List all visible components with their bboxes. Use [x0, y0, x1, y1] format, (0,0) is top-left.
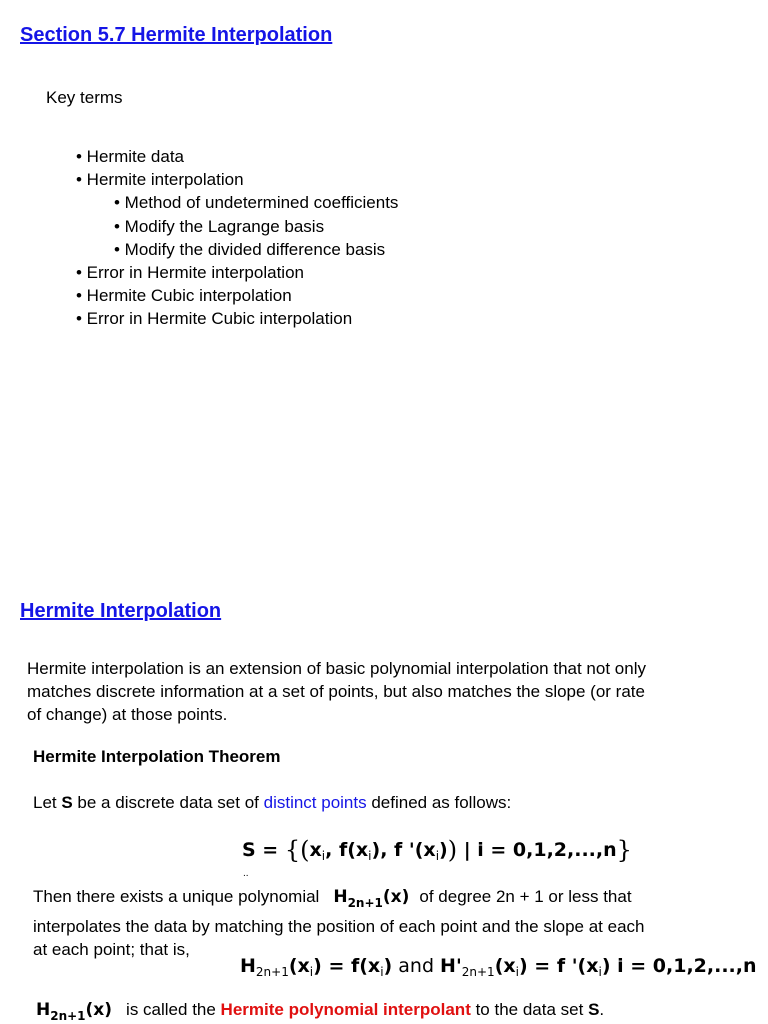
interpolation-conditions: [240, 955, 757, 979]
then-line-1: [33, 885, 753, 915]
called-before: is called the: [126, 1000, 221, 1019]
called-set-symbol: S: [588, 1000, 600, 1019]
let-middle: be a discrete data set of: [72, 793, 264, 812]
key-term-item: • Hermite interpolation: [76, 170, 244, 190]
set-condition: | i = 0,1,2,...,n: [457, 839, 617, 861]
set-comma: ,: [325, 839, 339, 861]
set-fpx: f '(x: [394, 839, 436, 861]
interpolant-definition: [36, 1000, 604, 1023]
eq-arg: (x: [288, 955, 310, 977]
set-x: x: [309, 839, 322, 861]
intro-paragraph: [27, 657, 747, 726]
key-term-subitem: • Modify the Lagrange basis: [114, 216, 325, 236]
eq-H: H: [240, 955, 256, 977]
key-term-item: • Error in Hermite interpolation: [76, 263, 304, 283]
polynomial-symbol: $H_{2n+1}(x)$: [333, 887, 410, 910]
eq-index: i: [598, 965, 602, 979]
eq-and: and: [392, 955, 441, 977]
then-line-2: interpolates the data by matching the position of each point and the slope at each: [33, 917, 645, 936]
close-paren: ): [447, 836, 458, 864]
intro-line: of change) at those points.: [27, 705, 228, 724]
let-after: defined as follows:: [366, 793, 512, 812]
set-index: i: [368, 849, 372, 863]
called-period: .: [599, 1000, 605, 1019]
set-index: i: [321, 849, 326, 863]
then-before: Then there exists a unique polynomial: [33, 887, 320, 906]
eq-close: ): [383, 955, 393, 977]
eq-tail: ) i = 0,1,2,...,n: [601, 955, 757, 977]
set-close-paren: ): [439, 839, 448, 861]
then-after: of degree 2n + 1 or less that: [419, 887, 632, 906]
eq-index: i: [515, 965, 519, 979]
hermite-interpolation-heading[interactable]: Hermite Interpolation: [20, 600, 222, 622]
let-before: Let: [33, 793, 62, 812]
intro-line: matches discrete information at a set of points, but also matches the slope (or rate: [27, 682, 645, 701]
set-index: i: [435, 849, 440, 863]
key-term-item: • Hermite Cubic interpolation: [76, 286, 292, 306]
set-symbol: S: [61, 793, 73, 812]
key-terms-label: Key terms: [46, 88, 123, 107]
key-term-subitem: • Method of undetermined coefficients: [114, 193, 399, 213]
close-brace: }: [616, 836, 632, 864]
then-paragraph: [33, 885, 753, 961]
called-after: to the data set: [470, 1000, 589, 1019]
eq-Hprime: H': [440, 955, 462, 977]
set-fx: f(x: [338, 839, 369, 861]
open-brace: {: [284, 836, 301, 864]
let-statement: [33, 793, 511, 813]
hermite-interpolant-term: Hermite polynomial interpolant: [220, 1000, 471, 1019]
open-paren: (: [300, 836, 310, 864]
theorem-title: Hermite Interpolation Theorem: [33, 747, 281, 766]
eq-rhs1: ) = f(x: [313, 955, 381, 977]
eq-sub: 2n+1: [255, 965, 289, 979]
eq-index: i: [380, 965, 384, 979]
eq-index: i: [309, 965, 314, 979]
then-line-3: at each point; that is,: [33, 940, 190, 959]
eq-arg: (x: [494, 955, 516, 977]
set-close-comma: ),: [371, 839, 395, 861]
set-formula: [242, 836, 632, 864]
key-term-subitem: • Modify the divided difference basis: [114, 239, 386, 259]
set-lhs: S =: [242, 839, 285, 861]
intro-line: Hermite interpolation is an extension of basic polynomial interpolation that not only: [27, 659, 646, 678]
called-polynomial-symbol: $H_{2n+1}(x)$: [36, 1000, 113, 1023]
distinct-points-link[interactable]: distinct points: [263, 793, 367, 812]
key-terms-list: [76, 145, 398, 331]
section-title[interactable]: Section 5.7 Hermite Interpolation: [20, 24, 333, 46]
eq-sub: 2n+1: [461, 965, 495, 979]
small-mark: ..: [243, 868, 249, 879]
key-term-item: • Error in Hermite Cubic interpolation: [76, 309, 353, 329]
eq-rhs2: ) = f '(x: [519, 955, 599, 977]
key-term-item: • Hermite data: [76, 147, 184, 166]
